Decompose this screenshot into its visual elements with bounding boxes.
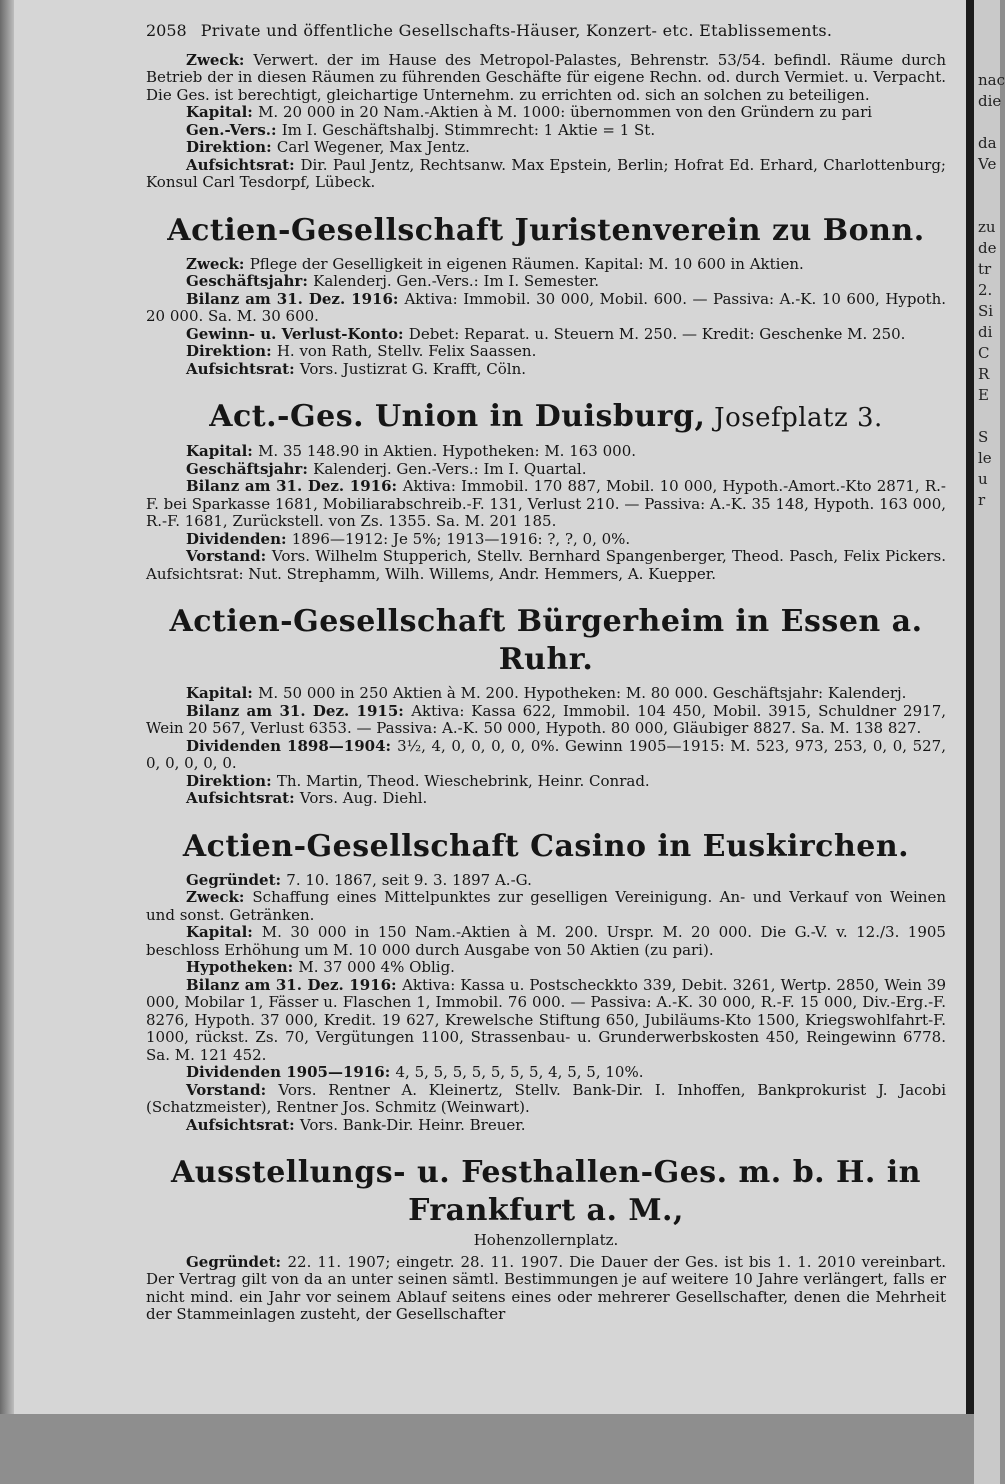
company-field <box>146 531 946 549</box>
company-field <box>146 889 946 924</box>
adjacent-page-fragment: di <box>978 323 993 341</box>
company-entry <box>146 828 946 1135</box>
field-label: Aufsichtsrat: <box>186 1115 300 1134</box>
field-label: Gen.-Vers.: <box>186 120 282 139</box>
company-field <box>146 977 946 1065</box>
adjacent-page-fragment: nac <box>978 71 1005 89</box>
page-edge <box>966 0 974 1414</box>
adjacent-page-edge <box>974 0 1005 1484</box>
field-label: Kapital: <box>186 442 259 460</box>
field-value: Aktiva: Immobil. 30 000, Mobil. 600. — Passiva: A.-K. 10 600, Hypoth. 20 000. Sa. M. 30 600. <box>146 289 946 325</box>
company-field <box>146 256 946 274</box>
field-label: Zweck: <box>186 888 253 906</box>
field-value: Aktiva: Kassa 622, Immobil. 104 450, Mobil. 3915, Schuldner 2917, Wein 20 567, Verlust 6353. — Passiva: A.-K. 50 000, Hypoth. 80 000, Gläubiger 8827. Sa. M. 138 827. <box>146 701 946 737</box>
page-gutter <box>0 0 14 1414</box>
field-value: Aktiva: Kassa u. Postscheckkto 339, Debit. 3261, Wertp. 2850, Wein 39 000, Mobilar 1, Fässer u. Flaschen 1, Immobil. 76 000. — Passiva: A.-K. 30 000, R.-F. 15 000, Div.-Erg.-F. 8276, Hypoth. 37 000, Kredit. 19 627, Krewelsche Stiftung 650, Jubiläums-Kto 1500, Kriegswohlfahrt-F. 1000, rückst. Zs. 70, Vergütungen 1100, Strassenbau- u. Grunderwerbskosten 450, Reingewinn 6778. Sa. M. 121 452. <box>146 975 947 1064</box>
field-label: Kapital: <box>186 923 262 941</box>
field-value: Th. Martin, Theod. Wieschebrink, Heinr. Conrad. <box>276 771 650 790</box>
company-field <box>146 461 946 479</box>
field-label: Dividenden 1898—1904: <box>186 736 398 755</box>
field-value: Verwert. der im Hause des Metropol-Palastes, Behrenstr. 53/54. befindl. Räume durch Betrieb der in diesen Räumen zu führenden Geschäfte für eigene Rechn. od. durch Vermiet. u. Verpacht. Die Ges. ist berechtigt, gleichartige Unternehm. zu errichten od. sich an solchen zu beteiligen. <box>146 50 946 104</box>
field-value: Aktiva: Immobil. 170 887, Mobil. 10 000, Hypoth.-Amort.-Kto 2871, R.-F. bei Sparkasse 1681, Mobiliarabschreib.-F. 131, Verlust 210. — Passiva: A.-K. 35 148, Hypoth. 163 000, R.-F. 1681, Zurückstell. von Zs. 1355. Sa. M. 201 185. <box>146 477 946 530</box>
field-value: Vors. Rentner A. Kleinertz, Stellv. Bank-Dir. I. Inhoffen, Bankprokurist J. Jacobi (Schatzmeister), Rentner Jos. Schmitz (Weinwart). <box>146 1080 946 1116</box>
company-field <box>146 478 946 531</box>
company-name: Ausstellungs- u. Festhallen-Ges. m. b. H. in Frankfurt a. M., <box>171 1155 921 1228</box>
adjacent-page-fragment: le <box>978 449 992 467</box>
field-value: Vors. Wilhelm Stupperich, Stellv. Bernhard Spangenberger, Theod. Pasch, Felix Pickers. Aufsichtsrat: Nut. Strephamm, Wilh. Willems, Andr. Hemmers, A. Kuepper. <box>146 547 946 583</box>
field-label: Bilanz am 31. Dez. 1916: <box>186 289 405 308</box>
company-field <box>146 1117 946 1135</box>
company-entry <box>146 212 946 379</box>
company-field <box>146 343 946 361</box>
company-field <box>146 1082 946 1117</box>
company-field <box>146 1064 946 1082</box>
field-value: H. von Rath, Stellv. Felix Saassen. <box>276 342 537 360</box>
company-subtitle: Hohenzollernplatz. <box>473 1231 619 1249</box>
field-value: M. 35 148.90 in Aktien. Hypotheken: M. 163 000. <box>258 442 637 460</box>
company-field <box>146 52 946 105</box>
field-label: Bilanz am 31. Dez. 1915: <box>186 701 412 720</box>
field-value: Pflege der Geselligkeit in eigenen Räumen. Kapital: M. 10 600 in Aktien. <box>249 254 804 273</box>
field-value: 22. 11. 1907; eingetr. 28. 11. 1907. Die Dauer der Ges. ist bis 1. 1. 2010 vereinbart. Der Vertrag gilt von da an unter seinen sämtl. Bestimmungen je auf weitere 10 Jahre verlängert, falls er nicht mind. ein Jahr vor seinem Ablauf seitens eines oder mehrerer Gesellschafter, denen die Mehrheit der Stammeinlagen zusteht, der Gesellschafter <box>146 1252 947 1323</box>
field-value: 4, 5, 5, 5, 5, 5, 5, 5, 4, 5, 5, 10%. <box>395 1063 644 1081</box>
adjacent-page-fragment <box>974 196 1000 217</box>
field-label: Hypotheken: <box>186 958 299 976</box>
adjacent-page-fragment: r <box>978 491 986 509</box>
field-value: Carl Wegener, Max Jentz. <box>276 138 470 156</box>
field-value: Vors. Bank-Dir. Heinr. Breuer. <box>299 1115 526 1134</box>
company-field <box>146 773 946 791</box>
field-value: Vors. Justizrat G. Krafft, Cöln. <box>299 359 527 378</box>
adjacent-page-fragment: 2. <box>978 281 993 299</box>
company-title <box>146 398 946 437</box>
field-value: 7. 10. 1867, seit 9. 3. 1897 A.-G. <box>286 870 532 889</box>
company-field <box>146 738 946 773</box>
field-label: Direktion: <box>186 771 277 790</box>
field-label: Vorstand: <box>186 547 272 565</box>
field-label: Dividenden: <box>186 529 292 548</box>
company-field <box>146 157 946 192</box>
company-name: Act.-Ges. Union in Duisburg, <box>209 399 706 434</box>
field-label: Aufsichtsrat: <box>186 789 300 807</box>
adjacent-page-fragment: zu <box>978 218 996 236</box>
field-value: Dir. Paul Jentz, Rechtsanw. Max Epstein, Berlin; Hofrat Ed. Erhard, Charlottenburg; Konsul Carl Tesdorpf, Lübeck. <box>146 155 946 191</box>
running-header <box>146 22 946 40</box>
field-label: Geschäftsjahr: <box>186 459 314 478</box>
field-label: Kapital: <box>186 684 259 702</box>
adjacent-page-fragment: da <box>978 134 997 152</box>
company-entry <box>146 398 946 583</box>
field-label: Zweck: <box>186 50 254 69</box>
company-address: Josefplatz 3. <box>705 403 883 433</box>
field-label: Dividenden 1905—1916: <box>186 1063 396 1081</box>
field-label: Bilanz am 31. Dez. 1916: <box>186 477 403 495</box>
company-field <box>146 548 946 583</box>
page-content <box>146 22 946 1344</box>
field-label: Gewinn- u. Verlust-Konto: <box>186 324 409 343</box>
company-field <box>146 273 946 291</box>
field-label: Geschäftsjahr: <box>186 272 314 290</box>
field-label: Zweck: <box>186 254 250 273</box>
company-field <box>146 924 946 959</box>
adjacent-page-fragment: die <box>978 92 1002 110</box>
company-field <box>146 443 946 461</box>
field-value: 1896—1912: Je 5%; 1913—1916: ?, ?, 0, 0%. <box>291 529 631 548</box>
adjacent-page-fragment: R <box>978 365 990 383</box>
company-field <box>146 790 946 808</box>
field-label: Kapital: <box>186 103 259 121</box>
company-name: Actien-Gesellschaft Casino in Euskirchen. <box>182 828 910 864</box>
field-value: M. 20 000 in 20 Nam.-Aktien à M. 1000: übernommen von den Gründern zu pari <box>258 103 873 121</box>
company-field <box>146 104 946 122</box>
field-label: Gegründet: <box>186 870 287 889</box>
company-title <box>146 603 946 679</box>
field-value: 3½, 4, 0, 0, 0, 0, 0%. Gewinn 1905—1915: M. 523, 973, 253, 0, 0, 527, 0, 0, 0, 0, 0. <box>146 736 946 772</box>
company-field <box>146 703 946 738</box>
field-label: Aufsichtsrat: <box>186 359 300 378</box>
field-value: Kalenderj. Gen.-Vers.: Im I. Semester. <box>313 272 600 290</box>
page-number: 2058 <box>146 21 187 40</box>
adjacent-page-fragment: Ve <box>978 155 997 173</box>
company-field <box>146 1254 946 1324</box>
company-field <box>146 122 946 140</box>
field-value: M. 37 000 4% Oblig. <box>298 958 455 976</box>
field-value: Vors. Aug. Diehl. <box>299 789 428 807</box>
company-name: Actien-Gesellschaft Bürgerheim in Essen a. Ruhr. <box>169 604 923 677</box>
adjacent-page-fragment: E <box>978 386 989 404</box>
company-field <box>146 291 946 326</box>
adjacent-page-fragment <box>974 406 1000 427</box>
company-title <box>146 212 946 250</box>
company-field <box>146 326 946 344</box>
company-field <box>146 361 946 379</box>
adjacent-page-fragment: u <box>978 470 988 488</box>
company-field <box>146 959 946 977</box>
company-field <box>146 872 946 890</box>
adjacent-page-fragment: S <box>978 428 989 446</box>
field-label: Gegründet: <box>186 1252 288 1271</box>
field-label: Vorstand: <box>186 1080 279 1099</box>
adjacent-page-fragment <box>974 112 1000 133</box>
field-label: Direktion: <box>186 342 277 360</box>
company-field <box>146 139 946 157</box>
field-label: Direktion: <box>186 138 277 156</box>
field-value: M. 30 000 in 150 Nam.-Aktien à M. 200. Urspr. M. 20 000. Die G.-V. v. 12./3. 1905 beschloss Erhöhung um M. 10 000 durch Ausgabe von 50 Aktien (zu pari). <box>146 923 946 959</box>
company-entry <box>146 1154 946 1324</box>
field-value: M. 50 000 in 250 Aktien à M. 200. Hypotheken: M. 80 000. Geschäftsjahr: Kalenderj. <box>258 684 907 702</box>
running-title: Private und öffentliche Gesellschafts-Häuser, Konzert- etc. Etablissements. <box>200 21 833 40</box>
adjacent-page-fragment: de <box>978 239 997 257</box>
field-value: Schaffung eines Mittelpunktes zur geselligen Vereinigung. An- und Verkauf von Weinen und sonst. Getränken. <box>146 888 946 924</box>
field-label: Aufsichtsrat: <box>186 155 301 174</box>
company-field <box>146 685 946 703</box>
company-entry <box>146 603 946 808</box>
adjacent-page-fragment: tr <box>978 260 992 278</box>
adjacent-page-fragment <box>974 175 1000 196</box>
adjacent-page-fragment: Si <box>978 302 994 320</box>
company-entry <box>146 52 946 192</box>
field-value: Im I. Geschäftshalbj. Stimmrecht: 1 Aktie = 1 St. <box>281 120 656 139</box>
field-label: Bilanz am 31. Dez. 1916: <box>186 975 403 994</box>
company-name: Actien-Gesellschaft Juristenverein zu Bonn. <box>167 212 925 248</box>
adjacent-page-fragment: C <box>978 344 990 362</box>
field-value: Debet: Reparat. u. Steuern M. 250. — Kredit: Geschenke M. 250. <box>408 324 906 343</box>
company-title <box>146 828 946 866</box>
field-value: Kalenderj. Gen.-Vers.: Im I. Quartal. <box>313 459 587 478</box>
company-list <box>146 52 946 1324</box>
company-title <box>146 1154 946 1230</box>
